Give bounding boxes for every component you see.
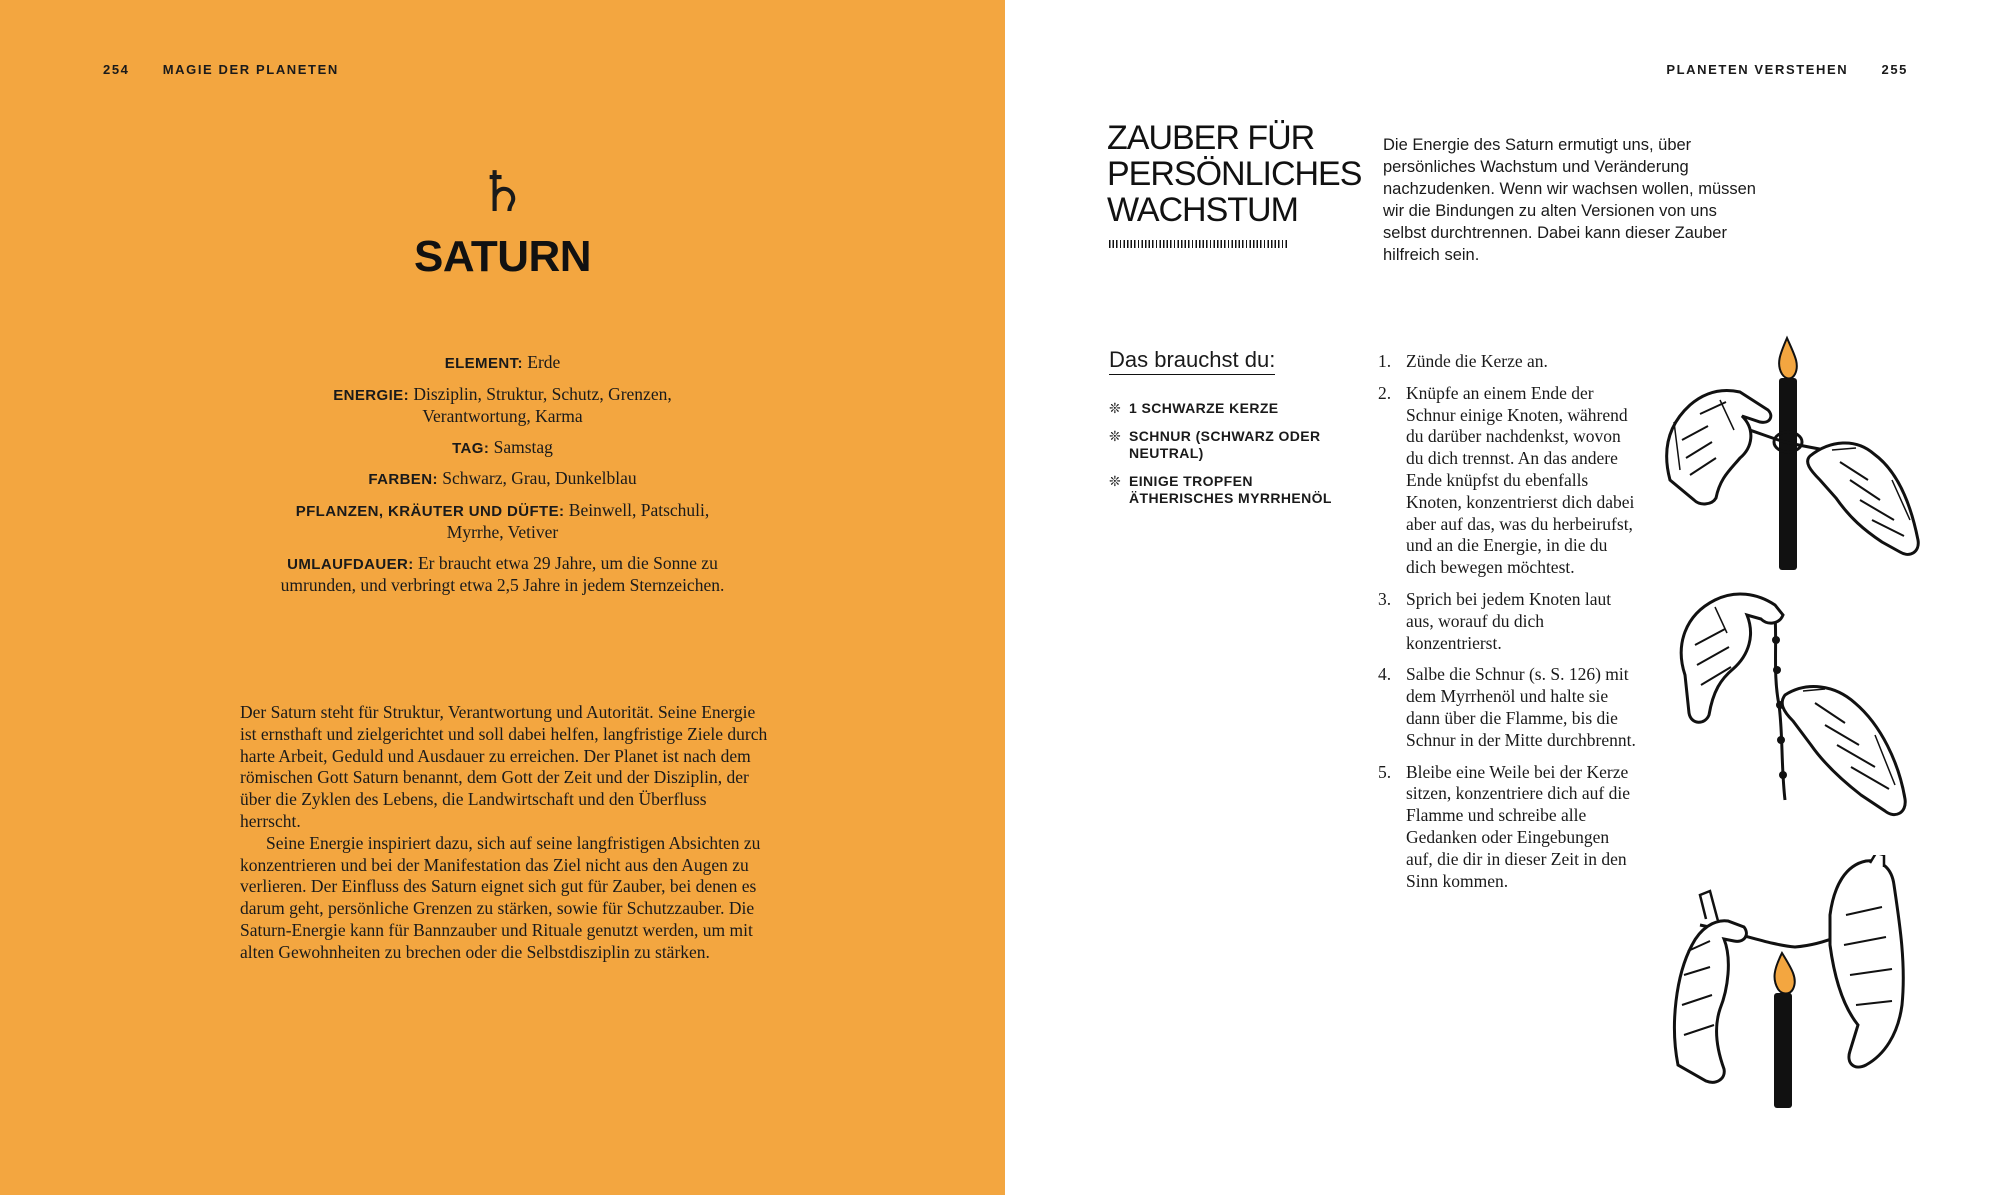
step-item: 1. Zünde die Kerze an. xyxy=(1378,351,1548,371)
fact-element: ELEMENT: Erde xyxy=(444,352,561,372)
asterisk-bullet-icon: ❊ xyxy=(1109,400,1122,416)
page-number: 255 xyxy=(1881,62,1908,77)
step-item: 3. Sprich bei jedem Knoten laut aus, worauf du dich konzentrierst. xyxy=(1378,588,1612,653)
step-item: 5. Bleibe eine Weile bei der Kerze sitzen, konzentriere dich auf die Flamme und schreibe alle Gedanken oder Eingebungen auf, die dir in dieser Zeit in den Sinn kommen. xyxy=(1378,761,1630,891)
fact-plants: PFLANZEN, KRÄUTER UND DÜFTE: Beinwell, Patschuli, Myrrhe, Vetiver xyxy=(295,499,710,542)
paragraph: Der Saturn steht für Struktur, Verantwortung und Autorität. Seine Energie ist ernsthaft und zielgerichtet und soll dabei helfen, langfristige Ziele durch harte Arbeit, Geduld und Ausdauer zu erreichen. Der Planet ist nach dem römischen Gott Saturn benannt, dem Gott der Zeit und der Disziplin, der über die Zyklen des Lebens, die Landwirtschaft und den Überfluss herrscht. xyxy=(240,702,768,831)
spell-title: ZAUBER FÜR PERSÖNLICHES WACHSTUM xyxy=(1107,119,1362,229)
instruction-steps xyxy=(1378,351,1638,902)
cord-burning-flame-illustration xyxy=(1670,855,1920,1115)
page-title: SATURN xyxy=(413,232,592,281)
step-item: 4. Salbe die Schnur (s. S. 126) mit dem Myrrhenöl und halte sie dann über die Flamme, bis die Schnur in der Mitte durchbrennt. xyxy=(1378,664,1636,750)
needs-list xyxy=(1109,400,1359,518)
list-item: ❊ SCHNUR (SCHWARZ ODER NEUTRAL) xyxy=(1109,428,1321,461)
running-head-left xyxy=(103,62,339,77)
fact-day: TAG: Samstag xyxy=(452,436,553,457)
list-item: ❊ 1 SCHWARZE KERZE xyxy=(1109,400,1279,416)
hands-knotted-cord-illustration xyxy=(1675,585,1915,835)
needs-heading: Das brauchst du: xyxy=(1109,347,1275,375)
fact-colors: FARBEN: Schwarz, Grau, Dunkelblau xyxy=(368,468,637,488)
list-item: ❊ EINIGE TROPFEN ÄTHERISCHES MYRRHENÖL xyxy=(1109,473,1332,506)
running-head-title: PLANETEN VERSTEHEN xyxy=(1666,62,1849,77)
fact-orbit: UMLAUFDAUER: Er braucht etwa 29 Jahre, um die Sonne zu umrunden, und verbringt etwa 2,5 Jahre in jedem Sternzeichen. xyxy=(280,552,725,595)
planet-facts xyxy=(280,352,725,606)
paragraph: Seine Energie inspiriert dazu, sich auf seine langfristigen Absichten zu konzentrieren und bei der Manifestation das Ziel nicht aus den Augen zu verlieren. Der Einfluss des Saturn eignet sich gut für Zauber, bei denen es darum geht, persönliche Grenzen zu stärken, sowie für Schutzzauber. Die Saturn-Energie kann für Bannzauber und Rituale genutzt werden, um mit alten Gewohnheiten zu brechen oder die Selbstdisziplin zu stärken. xyxy=(240,832,761,962)
body-text xyxy=(240,702,770,964)
page-number: 254 xyxy=(103,62,130,77)
right-page xyxy=(1005,0,2000,1195)
fact-energy: ENERGIE: Disziplin, Struktur, Schutz, Grenzen, Verantwortung, Karma xyxy=(333,383,672,426)
running-head-right xyxy=(1666,62,1908,77)
saturn-symbol-icon: ♄ xyxy=(477,162,528,224)
running-head-title: MAGIE DER PLANETEN xyxy=(162,62,339,77)
candle-hands-knot-illustration xyxy=(1660,330,1925,580)
step-item: 2. Knüpfe an einem Ende der Schnur einige Knoten, während du darüber nachdenkst, wovon du dich trennst. An das andere Ende knüpfst du ebenfalls Knoten, konzentrierst dich dabei aber auf das, was du herbeirufst, und an die Energie, in die du dich bewegen möchtest. xyxy=(1378,382,1635,578)
asterisk-bullet-icon: ❊ xyxy=(1109,473,1122,489)
asterisk-bullet-icon: ❊ xyxy=(1109,428,1122,444)
title-divider xyxy=(1109,240,1287,248)
spell-intro: Die Energie des Saturn ermutigt uns, über persönliches Wachstum und Veränderung nachzudenken. Wenn wir wachsen wollen, müssen wir die Bindungen zu alten Versionen von uns selbst durchtrennen. Dabei kann dieser Zauber hilfreich sein. xyxy=(1383,136,1756,264)
